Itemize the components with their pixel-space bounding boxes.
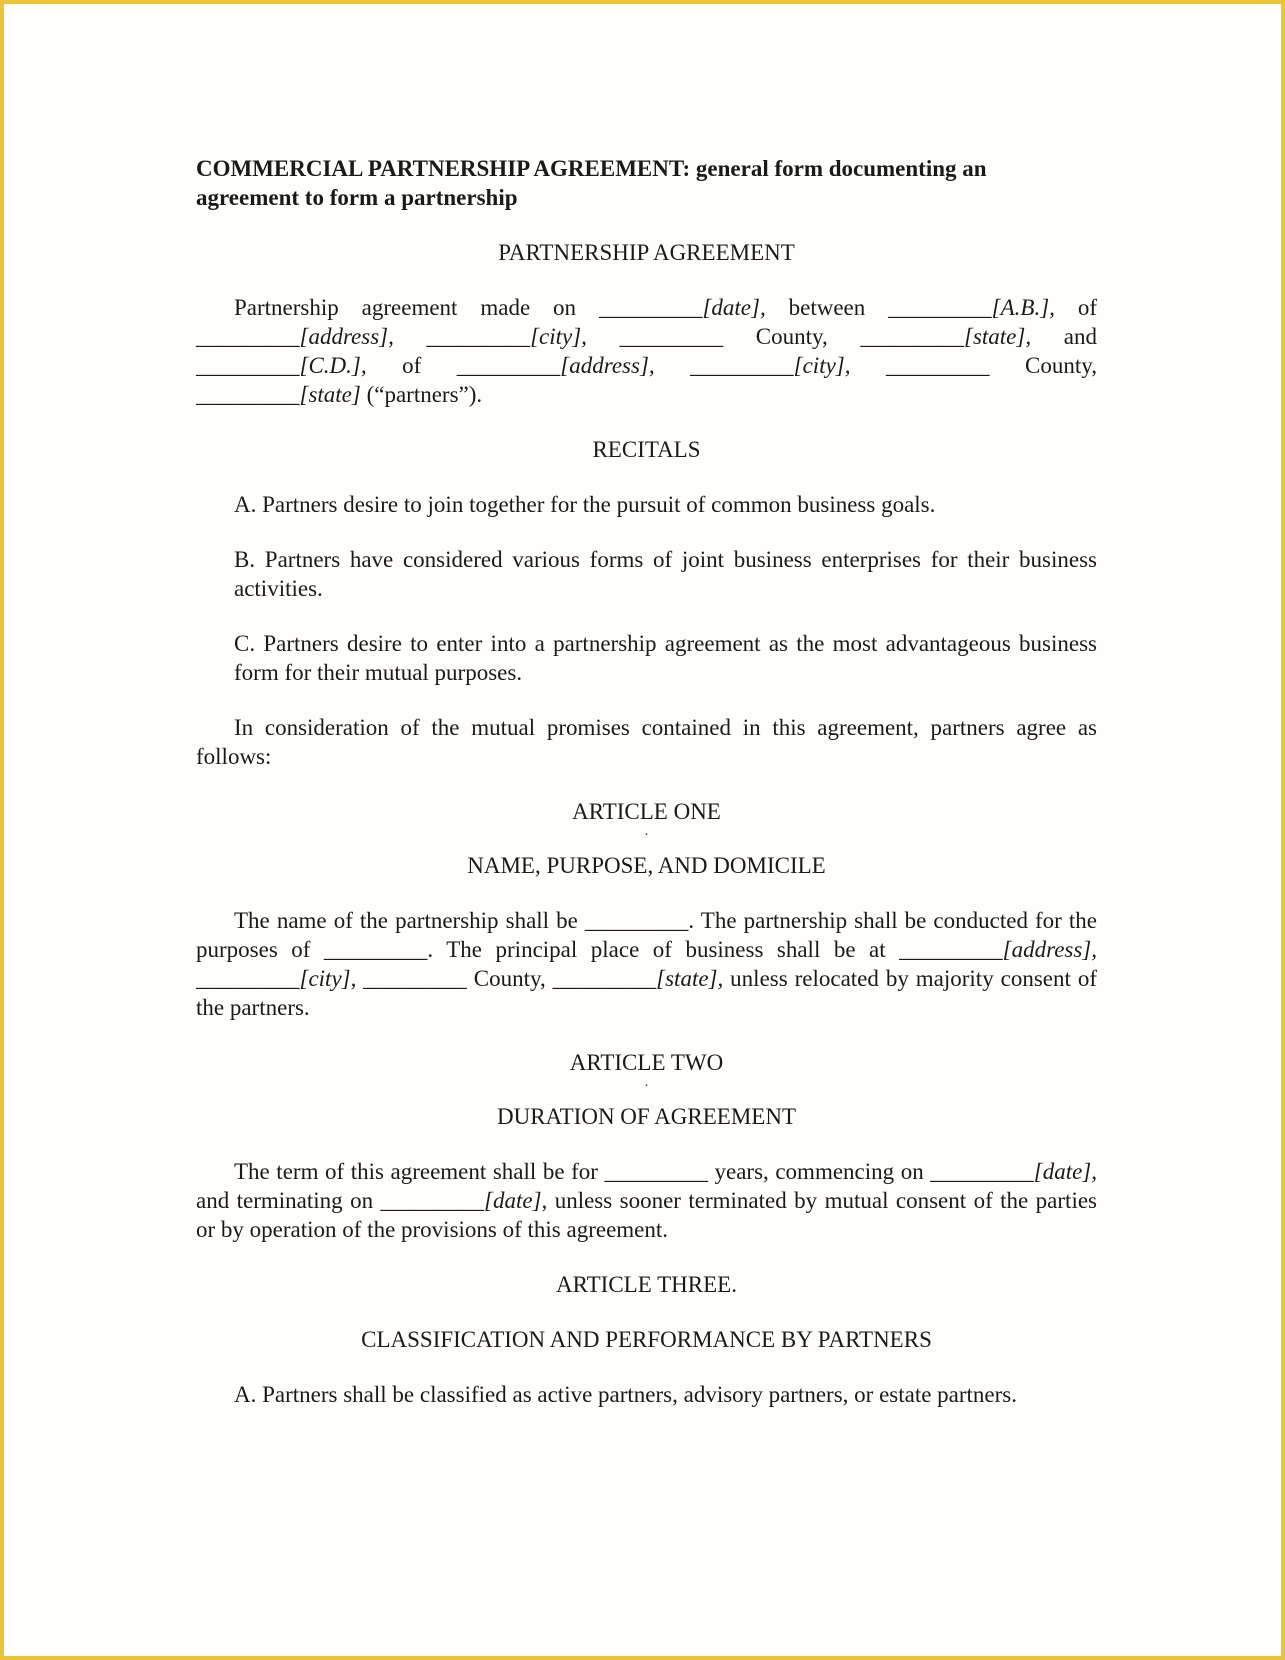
title-line-2: agreement to form a partnership xyxy=(196,185,518,210)
heading-article-two: ARTICLE TWO xyxy=(569,1050,724,1075)
placeholder-address: [address], xyxy=(560,353,655,378)
article-two-paragraph xyxy=(196,1157,1097,1244)
intro-text: _________ County, _________ xyxy=(586,324,964,349)
heading-article-three: ARTICLE THREE. xyxy=(556,1272,737,1297)
heading-article-one-title: NAME, PURPOSE, AND DOMICILE xyxy=(467,853,826,878)
article-one-text: unless relocated by majority consent of the partners. xyxy=(196,966,1097,1020)
placeholder-city: [city], xyxy=(793,353,851,378)
article-one-paragraph xyxy=(196,906,1097,1022)
placeholder-address: [address], xyxy=(1002,937,1097,962)
article-one-text: The name of the partnership shall be _________. The partnership shall be conducted for the purposes of _________. The principal place of business shall be at _________ xyxy=(196,908,1097,962)
intro-paragraph xyxy=(196,293,1097,409)
article-one-text: _________ County, _________ xyxy=(356,966,657,991)
placeholder-state: [state], xyxy=(656,966,724,991)
article-two-text: The term of this agreement shall be for _________ years, commencing on _________ xyxy=(234,1159,1034,1184)
placeholder-city: [city], xyxy=(299,966,357,991)
placeholder-date: [date], xyxy=(484,1188,548,1213)
intro-text: (“partners”). xyxy=(360,382,483,407)
placeholder-city: [city], xyxy=(530,324,587,349)
article-three-item-a: A. Partners shall be classified as active partners, advisory partners, or estate partners. xyxy=(234,1382,1017,1407)
article-two-text: and terminating on _________ xyxy=(196,1188,485,1213)
intro-text: and _________ xyxy=(196,324,1097,378)
document-body xyxy=(196,154,1097,1409)
intro-text: of _________ xyxy=(196,295,1097,349)
recital-c: C. Partners desire to enter into a partnership agreement as the most advantageous business form for their mutual purposes. xyxy=(234,631,1097,685)
article-two-text: unless sooner terminated by mutual consent of the parties or by operation of the provisions of this agreement. xyxy=(196,1188,1097,1242)
placeholder-state: [state] xyxy=(299,382,361,407)
placeholder-address: [address], xyxy=(299,324,394,349)
document-title xyxy=(196,154,1097,212)
intro-text: of _________ xyxy=(366,353,561,378)
intro-text: _________ xyxy=(654,353,794,378)
heading-article-two-title: DURATION OF AGREEMENT xyxy=(497,1104,796,1129)
placeholder-cd: [C.D.], xyxy=(299,353,367,378)
article-one-text: _________ xyxy=(196,966,300,991)
consideration-paragraph: In consideration of the mutual promises contained in this agreement, partners agree as follows: xyxy=(196,715,1097,769)
intro-text: _________ County, _________ xyxy=(196,353,1097,407)
article-one-dot: . xyxy=(644,824,649,839)
placeholder-state: [state], xyxy=(964,324,1032,349)
article-two-dot: . xyxy=(644,1075,649,1090)
intro-text: Partnership agreement made on _________ xyxy=(234,295,703,320)
placeholder-date: [date], xyxy=(702,295,766,320)
heading-recitals: RECITALS xyxy=(592,437,701,462)
heading-article-three-title: CLASSIFICATION AND PERFORMANCE BY PARTNERS xyxy=(361,1327,932,1352)
intro-text: between _________ xyxy=(765,295,992,320)
placeholder-ab: [A.B.], xyxy=(991,295,1055,320)
title-line-1: COMMERCIAL PARTNERSHIP AGREEMENT: general form documenting an xyxy=(196,156,987,181)
heading-article-one: ARTICLE ONE xyxy=(572,799,721,824)
recital-a: A. Partners desire to join together for the pursuit of common business goals. xyxy=(234,492,936,517)
heading-partnership-agreement: PARTNERSHIP AGREEMENT xyxy=(498,240,795,265)
placeholder-date: [date], xyxy=(1033,1159,1097,1184)
intro-text: _________ xyxy=(393,324,531,349)
recital-b: B. Partners have considered various forms of joint business enterprises for their business activities. xyxy=(234,547,1097,601)
